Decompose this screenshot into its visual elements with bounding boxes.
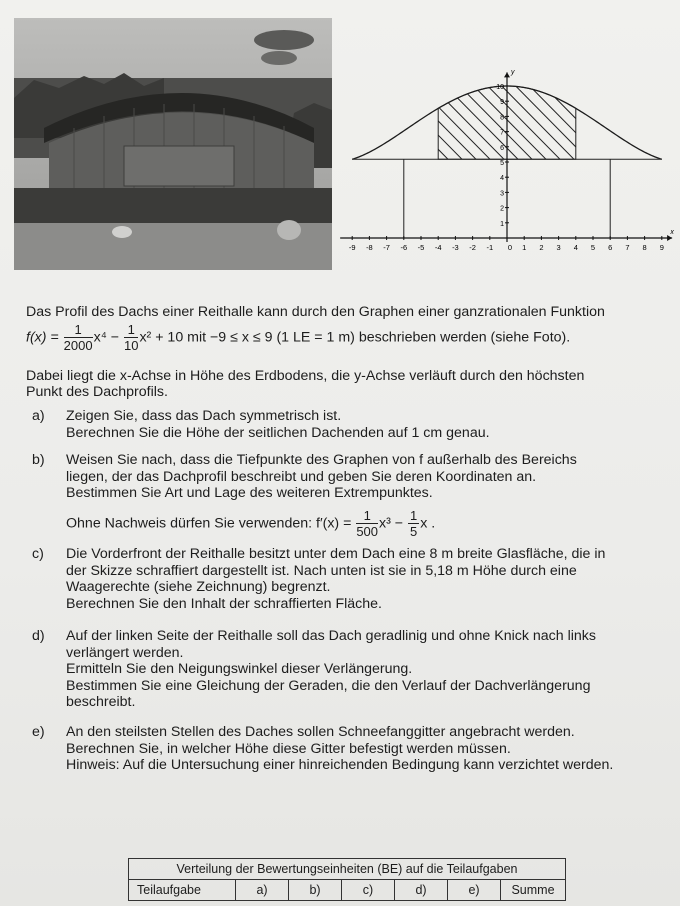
y-tick-label: 3	[500, 190, 504, 198]
task-b-label: b)	[32, 452, 45, 468]
intro-line-4: Punkt des Dachprofils.	[26, 384, 168, 400]
be-header-teilaufgabe: Teilaufgabe	[129, 880, 236, 901]
intro-line-3: Dabei liegt die x-Achse in Höhe des Erdbodens, die y-Achse verläuft durch den höchsten	[26, 368, 585, 384]
x-tick-label: 4	[573, 243, 578, 252]
x-tick-label: -3	[452, 243, 459, 252]
task-e: An den steilsten Stellen des Daches sollen Schneefanggitter angebracht werden. Berechnen Sie, in welcher Höhe diese Gitter befestigt werden müssen. Hinweis: Auf die Untersuchung einer hinreichenden Bedingung kann verzichtet werden.	[66, 724, 614, 773]
y-axis-arrow	[504, 72, 510, 77]
x-tick-label: 5	[590, 243, 596, 252]
task-a: Zeigen Sie, dass das Dach symmetrisch ist. Berechnen Sie die Höhe der seitlichen Dachenden auf 1 cm genau.	[66, 408, 490, 441]
x-tick-label: 2	[539, 243, 544, 252]
be-header-d: d)	[395, 880, 448, 901]
x-tick-label: 3	[556, 243, 561, 252]
task-a-label: a)	[32, 408, 45, 424]
task-d: Auf der linken Seite der Reithalle soll das Dach geradlinig und ohne Knick nach links verlängert werden. Ermitteln Sie den Neigungswinkel dieser Verlängerung. Bestimmen Sie eine Gleichung der Geraden, die den Verlauf der Dachverlängerung beschreibt.	[66, 628, 596, 710]
y-tick-label: 2	[500, 205, 504, 213]
be-distribution-table	[128, 858, 566, 901]
be-header-e: e)	[448, 880, 501, 901]
task-c-label: c)	[32, 546, 44, 562]
y-tick-label: 7	[500, 129, 504, 137]
y-tick-label: 4	[500, 175, 504, 183]
x-axis-label: x	[670, 229, 674, 236]
x-tick-label: 8	[642, 243, 647, 252]
y-tick-label: 9	[500, 99, 504, 107]
task-d-label: d)	[32, 628, 45, 644]
task-b: Weisen Sie nach, dass die Tiefpunkte des Graphen von f außerhalb des Bereichs liegen, der das Dachprofil beschreibt und geben Sie deren Koordinaten an. Bestimmen Sie Art und Lage des weiteren Extrempunktes. Ohne Nachweis dürfen Sie verwenden: f′(x) = $\frac{1}{500}$ x³ − $\frac{1}{5}$ x .	[66, 452, 656, 539]
task-e-label: e)	[32, 724, 45, 740]
x-tick-label: -8	[366, 243, 373, 252]
y-tick-label: 5	[500, 160, 504, 167]
y-tick-label: 10	[496, 84, 504, 91]
x-tick-label: -2	[469, 243, 476, 252]
intro-line-1: Das Profil des Dachs einer Reithalle kann durch den Graphen einer ganzrationalen Funktion	[26, 304, 605, 320]
x-tick-label: 1	[522, 243, 527, 252]
x-tick-label: 7	[625, 243, 630, 252]
be-header-b: b)	[289, 880, 342, 901]
x-tick-label: -4	[434, 243, 442, 252]
be-table-title: Verteilung der Bewertungseinheiten (BE) auf die Teilaufgaben	[129, 859, 566, 880]
x-tick-label: 6	[608, 243, 613, 252]
x-tick-label: 0	[507, 243, 513, 252]
task-c: Die Vorderfront der Reithalle besitzt unter dem Dach eine 8 m breite Glasfläche, die in der Skizze schraffiert dargestellt ist. Nach unten ist sie in 5,18 m Höhe durch eine Waagerechte (siehe Zeichnung) begrenzt. Berechnen Sie den Inhalt der schraffierten Fläche.	[66, 546, 606, 612]
y-tick-label: 1	[500, 220, 504, 228]
riding-hall-photo	[14, 18, 332, 270]
x-tick-label: -7	[383, 243, 390, 252]
y-tick-label: 8	[500, 114, 504, 122]
be-header-summe: Summe	[501, 880, 566, 901]
x-tick-label: -9	[348, 243, 356, 252]
x-tick-label: -6	[400, 243, 408, 252]
y-tick-label: 6	[500, 144, 504, 152]
y-axis-label: y	[511, 68, 515, 76]
x-tick-label: -5	[417, 243, 425, 252]
x-tick-label: 9	[659, 243, 664, 252]
derivative-hint: Ohne Nachweis dürfen Sie verwenden: f′(x) = $\frac{1}{500}$ x³ − $\frac{1}{5}$ x .	[66, 507, 436, 539]
be-header-c: c)	[342, 880, 395, 901]
x-tick-label: -1	[486, 243, 494, 252]
function-definition: f(x) = $\frac{1}{2000}$ x⁴ − $\frac{1}{10}$ x² + 10 mit −9 ≤ x ≤ 9 (1 LE = 1 m) beschrieben werden (siehe Foto).	[26, 322, 571, 353]
be-header-a: a)	[236, 880, 289, 901]
roof-profile-graph	[340, 66, 675, 256]
